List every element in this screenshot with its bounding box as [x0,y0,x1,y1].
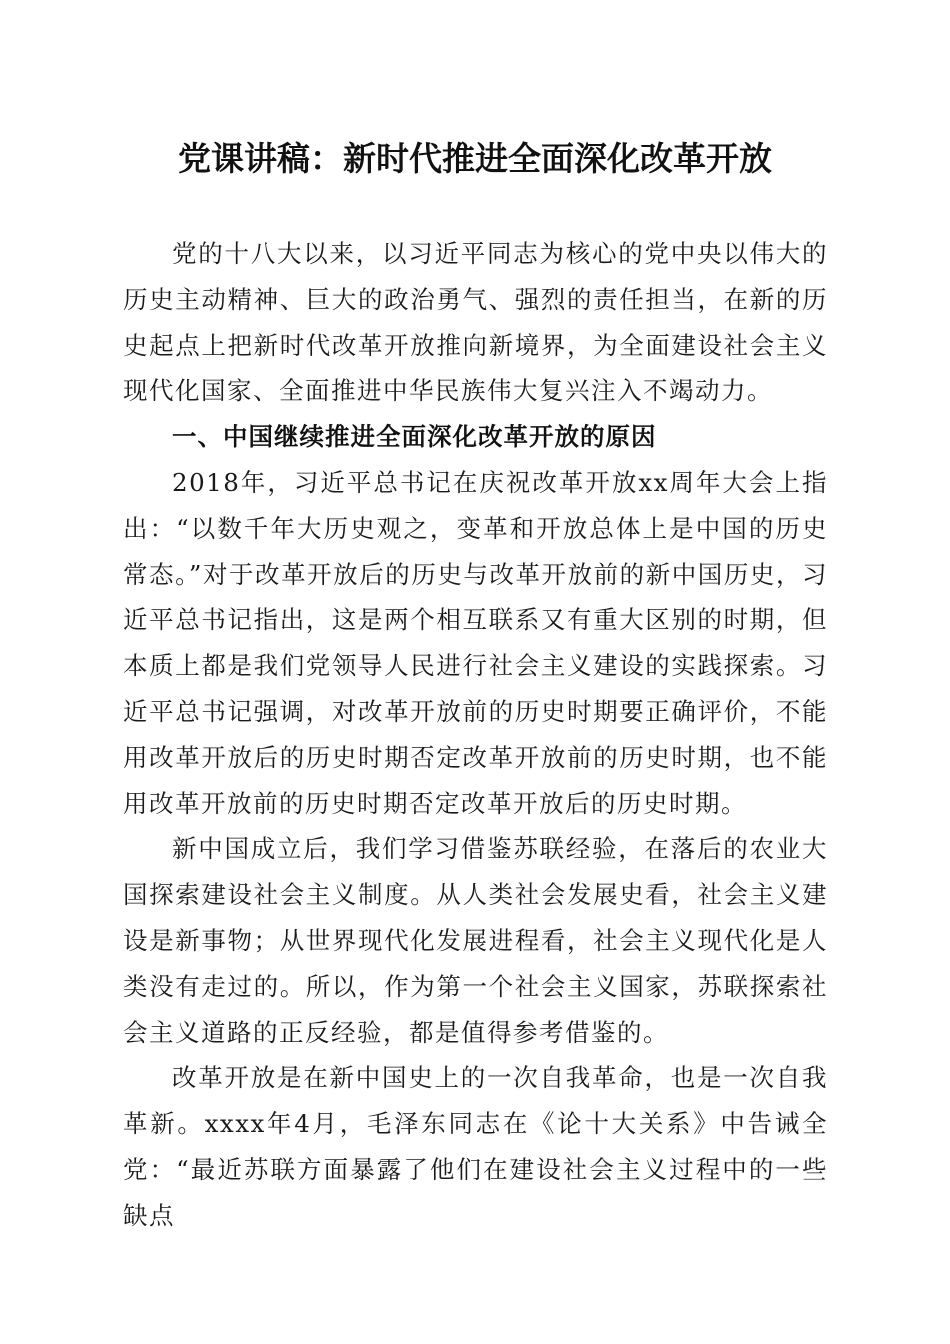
body-paragraph: 2018年，习近平总书记在庆祝改革开放xx周年大会上指出：“以数千年大历史观之，变革和开放总体上是中国的历史常态。”对于改革开放后的历史与改革开放前的新中国历史，习近平总书记指出，这是两个相互联系又有重大区别的时期，但本质上都是我们党领导人民进行社会主义建设的实践探索。习近平总书记强调，对改革开放前的历史时期要正确评价，不能用改革开放后的历史时期否定改革开放前的历史时期，也不能用改革开放前的历史时期否定改革开放后的历史时期。 [123,467,828,818]
intro-paragraph: 党的十八大以来，以习近平同志为核心的党中央以伟大的历史主动精神、巨大的政治勇气、强烈的责任担当，在新的历史起点上把新时代改革开放推向新境界，为全面建设社会主义现代化国家、全面推进中华民族伟大复兴注入不竭动力。 [123,239,828,406]
body-paragraph: 改革开放是在新中国史上的一次自我革命，也是一次自我革新。xxxx年4月，毛泽东同志在《论十大关系》中告诫全党：“最近苏联方面暴露了他们在建设社会主义过程中的一些缺点 [123,1063,828,1230]
body-paragraph: 新中国成立后，我们学习借鉴苏联经验，在落后的农业大国探索建设社会主义制度。从人类社会发展史看，社会主义建设是新事物；从世界现代化发展进程看，社会主义现代化是人类没有走过的。所以，作为第一个社会主义国家，苏联探索社会主义道路的正反经验，都是值得参考借鉴的。 [123,834,828,1047]
document-title: 党课讲稿：新时代推进全面深化改革开放 [178,139,772,178]
document-body [123,231,828,1239]
section-heading: 一、中国继续推进全面深化改革开放的原因 [172,422,657,452]
